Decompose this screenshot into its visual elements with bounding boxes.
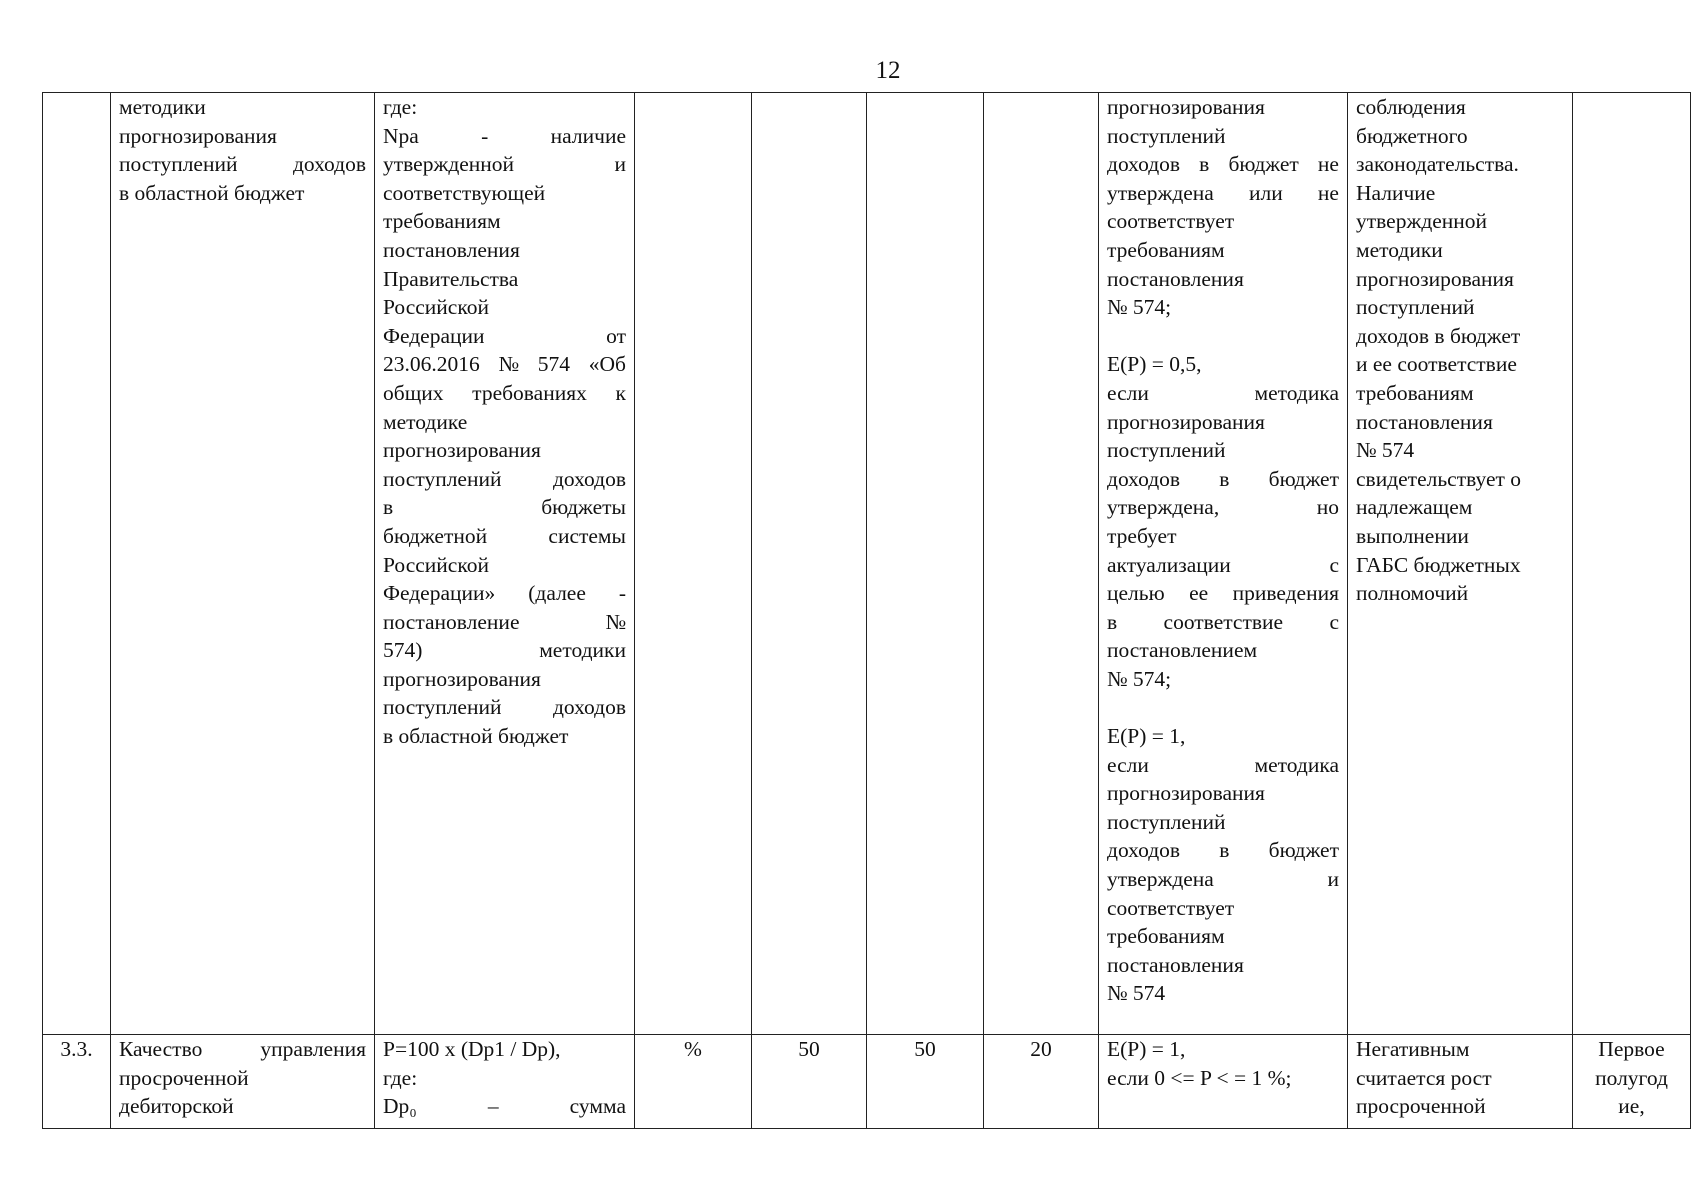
text-line bbox=[1107, 608, 1339, 637]
text-line bbox=[383, 522, 626, 551]
row-number: 3.3. bbox=[60, 1037, 93, 1061]
text-line: поступлений bbox=[1107, 438, 1226, 463]
text-line: выполнении bbox=[1356, 523, 1469, 548]
word: соответствие bbox=[1163, 609, 1284, 634]
cell-indicator-name bbox=[111, 1035, 375, 1129]
word: в bbox=[383, 495, 394, 520]
text-line: Правительства bbox=[383, 266, 519, 291]
text-line: свидетельствует о bbox=[1356, 466, 1522, 491]
text-line bbox=[119, 1035, 366, 1064]
text-line: постановления bbox=[1356, 409, 1493, 434]
text-line bbox=[383, 150, 626, 179]
lines bbox=[1099, 1035, 1347, 1092]
text-line: прогнозирования bbox=[383, 438, 541, 463]
cell-value-b bbox=[867, 1035, 984, 1129]
word: 574) bbox=[383, 638, 423, 663]
text-line: требованиям bbox=[383, 209, 501, 234]
cell-comment bbox=[1348, 93, 1573, 1035]
word: в bbox=[1199, 152, 1210, 177]
word: поступлений bbox=[119, 152, 238, 177]
word: системы bbox=[548, 523, 626, 548]
text-line: Российской bbox=[383, 552, 489, 577]
word: в bbox=[1219, 466, 1230, 491]
text-line bbox=[383, 1092, 626, 1121]
word: доходов bbox=[552, 695, 626, 720]
word: и bbox=[1327, 867, 1339, 892]
text-line: прогнозирования bbox=[1107, 781, 1265, 806]
text-line: бюджетного bbox=[1356, 123, 1468, 148]
text-line: методики bbox=[119, 95, 206, 119]
text-line: дебиторской bbox=[119, 1094, 234, 1119]
word: поступлений bbox=[383, 695, 502, 720]
word: бюджет bbox=[1228, 152, 1299, 177]
text-line: прогнозирования bbox=[1356, 266, 1514, 291]
lines bbox=[1348, 1035, 1572, 1121]
word: утверждена bbox=[1107, 180, 1214, 205]
text-line: прогнозирования bbox=[1107, 409, 1265, 434]
word: бюджет bbox=[1268, 466, 1339, 491]
word: с bbox=[1329, 609, 1339, 634]
word: если bbox=[1107, 752, 1149, 777]
text-line: E(P) = 1, bbox=[1107, 724, 1186, 749]
word: Качество bbox=[119, 1037, 203, 1061]
text-line bbox=[1107, 179, 1339, 208]
word: доходов bbox=[1107, 838, 1181, 863]
text-line bbox=[1107, 579, 1339, 608]
text-line: постановления bbox=[1107, 266, 1244, 291]
word: в bbox=[1107, 609, 1118, 634]
text-line: ГАБС бюджетных bbox=[1356, 552, 1521, 577]
lines bbox=[1573, 1035, 1690, 1121]
word: актуализации bbox=[1107, 552, 1231, 577]
text-line: полугод bbox=[1595, 1065, 1668, 1090]
text-line: в областной бюджет bbox=[383, 724, 569, 749]
cell-value-b bbox=[867, 93, 984, 1035]
word: Федерации bbox=[383, 323, 485, 348]
unit-value: % bbox=[684, 1037, 702, 1061]
text-line: P=100 x (Dp1 / Dp), bbox=[383, 1037, 561, 1061]
text-line: в областной бюджет bbox=[119, 180, 305, 205]
table-row bbox=[43, 1035, 1691, 1129]
word: утверждена, bbox=[1107, 495, 1220, 520]
text-line bbox=[1107, 551, 1339, 580]
word: поступлений bbox=[383, 466, 502, 491]
word: методики bbox=[539, 638, 626, 663]
word: к bbox=[615, 380, 626, 405]
text-line bbox=[1107, 865, 1339, 894]
word: – bbox=[487, 1094, 499, 1119]
text-line: методики bbox=[1356, 237, 1443, 262]
text-line bbox=[383, 465, 626, 494]
cell-value-a bbox=[752, 93, 867, 1035]
text-line: поступлений bbox=[1107, 123, 1226, 148]
word: (далее bbox=[528, 581, 586, 606]
word: - bbox=[618, 581, 626, 606]
text-line: постановления bbox=[383, 237, 520, 262]
text-line: законодательства. bbox=[1356, 152, 1519, 177]
text-line bbox=[383, 350, 626, 379]
word: утвержденной bbox=[383, 152, 515, 177]
text-line: E(P) = 0,5, bbox=[1107, 352, 1202, 377]
word: бюджет bbox=[1268, 838, 1339, 863]
cell-evaluation bbox=[1099, 93, 1348, 1035]
text-line: Первое bbox=[1598, 1037, 1665, 1061]
lines bbox=[375, 1035, 634, 1121]
text-line: № 574; bbox=[1107, 666, 1172, 691]
text-line: Наличие bbox=[1356, 180, 1436, 205]
text-line bbox=[119, 150, 366, 179]
word: общих bbox=[383, 380, 444, 405]
word: методика bbox=[1254, 380, 1339, 405]
text-line: № 574; bbox=[1107, 295, 1172, 320]
text-line: прогнозирования bbox=[119, 123, 277, 148]
text-line: № 574 bbox=[1107, 981, 1166, 1006]
word: или bbox=[1249, 180, 1283, 205]
lines bbox=[375, 93, 634, 751]
word: утверждена bbox=[1107, 867, 1214, 892]
text-line: требованиям bbox=[1107, 237, 1225, 262]
text-line bbox=[1107, 465, 1339, 494]
cell-value-a bbox=[752, 1035, 867, 1129]
text-line bbox=[383, 122, 626, 151]
text-line: надлежащем bbox=[1356, 495, 1473, 520]
word: сумма bbox=[569, 1094, 626, 1119]
text-line: постановления bbox=[1107, 952, 1244, 977]
word: постановление bbox=[383, 609, 520, 634]
text-line: если 0 <= P < = 1 %; bbox=[1107, 1065, 1292, 1090]
text-line: Негативным bbox=[1356, 1037, 1470, 1061]
text-line: соответствует bbox=[1107, 895, 1235, 920]
word: 23.06.2016 bbox=[383, 352, 480, 377]
cell-number bbox=[43, 93, 111, 1035]
table-row bbox=[43, 93, 1691, 1035]
text-line bbox=[1107, 493, 1339, 522]
text-line bbox=[383, 636, 626, 665]
text-line bbox=[383, 693, 626, 722]
word: бюджетной bbox=[383, 523, 488, 548]
text-line: просроченной bbox=[1356, 1094, 1486, 1119]
text-line bbox=[383, 608, 626, 637]
word: требованиях bbox=[472, 380, 587, 405]
cell-unit bbox=[635, 93, 752, 1035]
word: в bbox=[1219, 838, 1230, 863]
word: Npa bbox=[383, 123, 419, 148]
text-line bbox=[383, 579, 626, 608]
cell-number bbox=[43, 1035, 111, 1129]
text-line: Российской bbox=[383, 295, 489, 320]
text-line: где: bbox=[383, 95, 418, 119]
page-number: 12 bbox=[875, 57, 901, 84]
word: - bbox=[481, 123, 489, 148]
word: с bbox=[1329, 552, 1339, 577]
text-line: требует bbox=[1107, 523, 1177, 548]
word: приведения bbox=[1232, 581, 1339, 606]
lines bbox=[111, 1035, 374, 1121]
word: управления bbox=[260, 1037, 366, 1061]
word: Федерации» bbox=[383, 581, 496, 606]
word: 574 bbox=[537, 352, 571, 377]
text-line: требованиям bbox=[1356, 380, 1474, 405]
cell-value-c bbox=[984, 93, 1099, 1035]
word: целью bbox=[1107, 581, 1165, 606]
word: доходов bbox=[1107, 466, 1181, 491]
word: Dp₀ bbox=[383, 1094, 417, 1119]
word: № bbox=[605, 609, 626, 634]
text-line: просроченной bbox=[119, 1065, 249, 1090]
lines bbox=[1099, 93, 1347, 1008]
text-line bbox=[383, 493, 626, 522]
cell-formula bbox=[375, 93, 635, 1035]
word: доходов bbox=[1107, 152, 1181, 177]
value-c: 20 bbox=[1030, 1037, 1052, 1061]
text-line: соответствующей bbox=[383, 180, 546, 205]
cell-period bbox=[1573, 1035, 1691, 1129]
line-gap bbox=[1107, 693, 1339, 722]
text-line bbox=[383, 322, 626, 351]
text-line: где: bbox=[383, 1065, 418, 1090]
text-line: поступлений bbox=[1107, 809, 1226, 834]
text-line: доходов в бюджет bbox=[1356, 323, 1521, 348]
text-line: постановлением bbox=[1107, 638, 1258, 663]
text-line: прогнозирования bbox=[383, 666, 541, 691]
text-line: ие, bbox=[1618, 1094, 1645, 1119]
lines bbox=[111, 93, 374, 207]
cell-comment bbox=[1348, 1035, 1573, 1129]
word: от bbox=[606, 323, 626, 348]
word: но bbox=[1316, 495, 1339, 520]
word: методика bbox=[1254, 752, 1339, 777]
cell-formula bbox=[375, 1035, 635, 1129]
text-line: полномочий bbox=[1356, 581, 1469, 606]
text-line: требованиям bbox=[1107, 924, 1225, 949]
word: бюджеты bbox=[541, 495, 626, 520]
word: «Об bbox=[588, 352, 626, 377]
criteria-table bbox=[42, 92, 1691, 1129]
text-line: методике bbox=[383, 409, 468, 434]
word: доходов bbox=[552, 466, 626, 491]
word: не bbox=[1317, 152, 1339, 177]
line-gap bbox=[1107, 322, 1339, 351]
text-line: № 574 bbox=[1356, 438, 1415, 463]
text-line: и ее соответствие bbox=[1356, 352, 1517, 377]
cell-period bbox=[1573, 93, 1691, 1035]
lines bbox=[1348, 93, 1572, 608]
value-a: 50 bbox=[798, 1037, 820, 1061]
text-line bbox=[1107, 150, 1339, 179]
word: № bbox=[498, 352, 520, 377]
word: наличие bbox=[550, 123, 626, 148]
word: если bbox=[1107, 380, 1149, 405]
value-b: 50 bbox=[914, 1037, 936, 1061]
text-line: соблюдения bbox=[1356, 95, 1466, 119]
text-line bbox=[1107, 379, 1339, 408]
text-line bbox=[1107, 836, 1339, 865]
cell-value-c bbox=[984, 1035, 1099, 1129]
text-line bbox=[383, 379, 626, 408]
cell-evaluation bbox=[1099, 1035, 1348, 1129]
word: ее bbox=[1189, 581, 1209, 606]
word: доходов bbox=[292, 152, 366, 177]
cell-unit bbox=[635, 1035, 752, 1129]
word: и bbox=[614, 152, 626, 177]
text-line: поступлений bbox=[1356, 295, 1475, 320]
text-line: соответствует bbox=[1107, 209, 1235, 234]
text-line: считается рост bbox=[1356, 1065, 1492, 1090]
word: не bbox=[1317, 180, 1339, 205]
text-line: утвержденной bbox=[1356, 209, 1488, 234]
text-line: прогнозирования bbox=[1107, 95, 1265, 119]
text-line: E(P) = 1, bbox=[1107, 1037, 1186, 1061]
cell-indicator-name bbox=[111, 93, 375, 1035]
text-line bbox=[1107, 751, 1339, 780]
